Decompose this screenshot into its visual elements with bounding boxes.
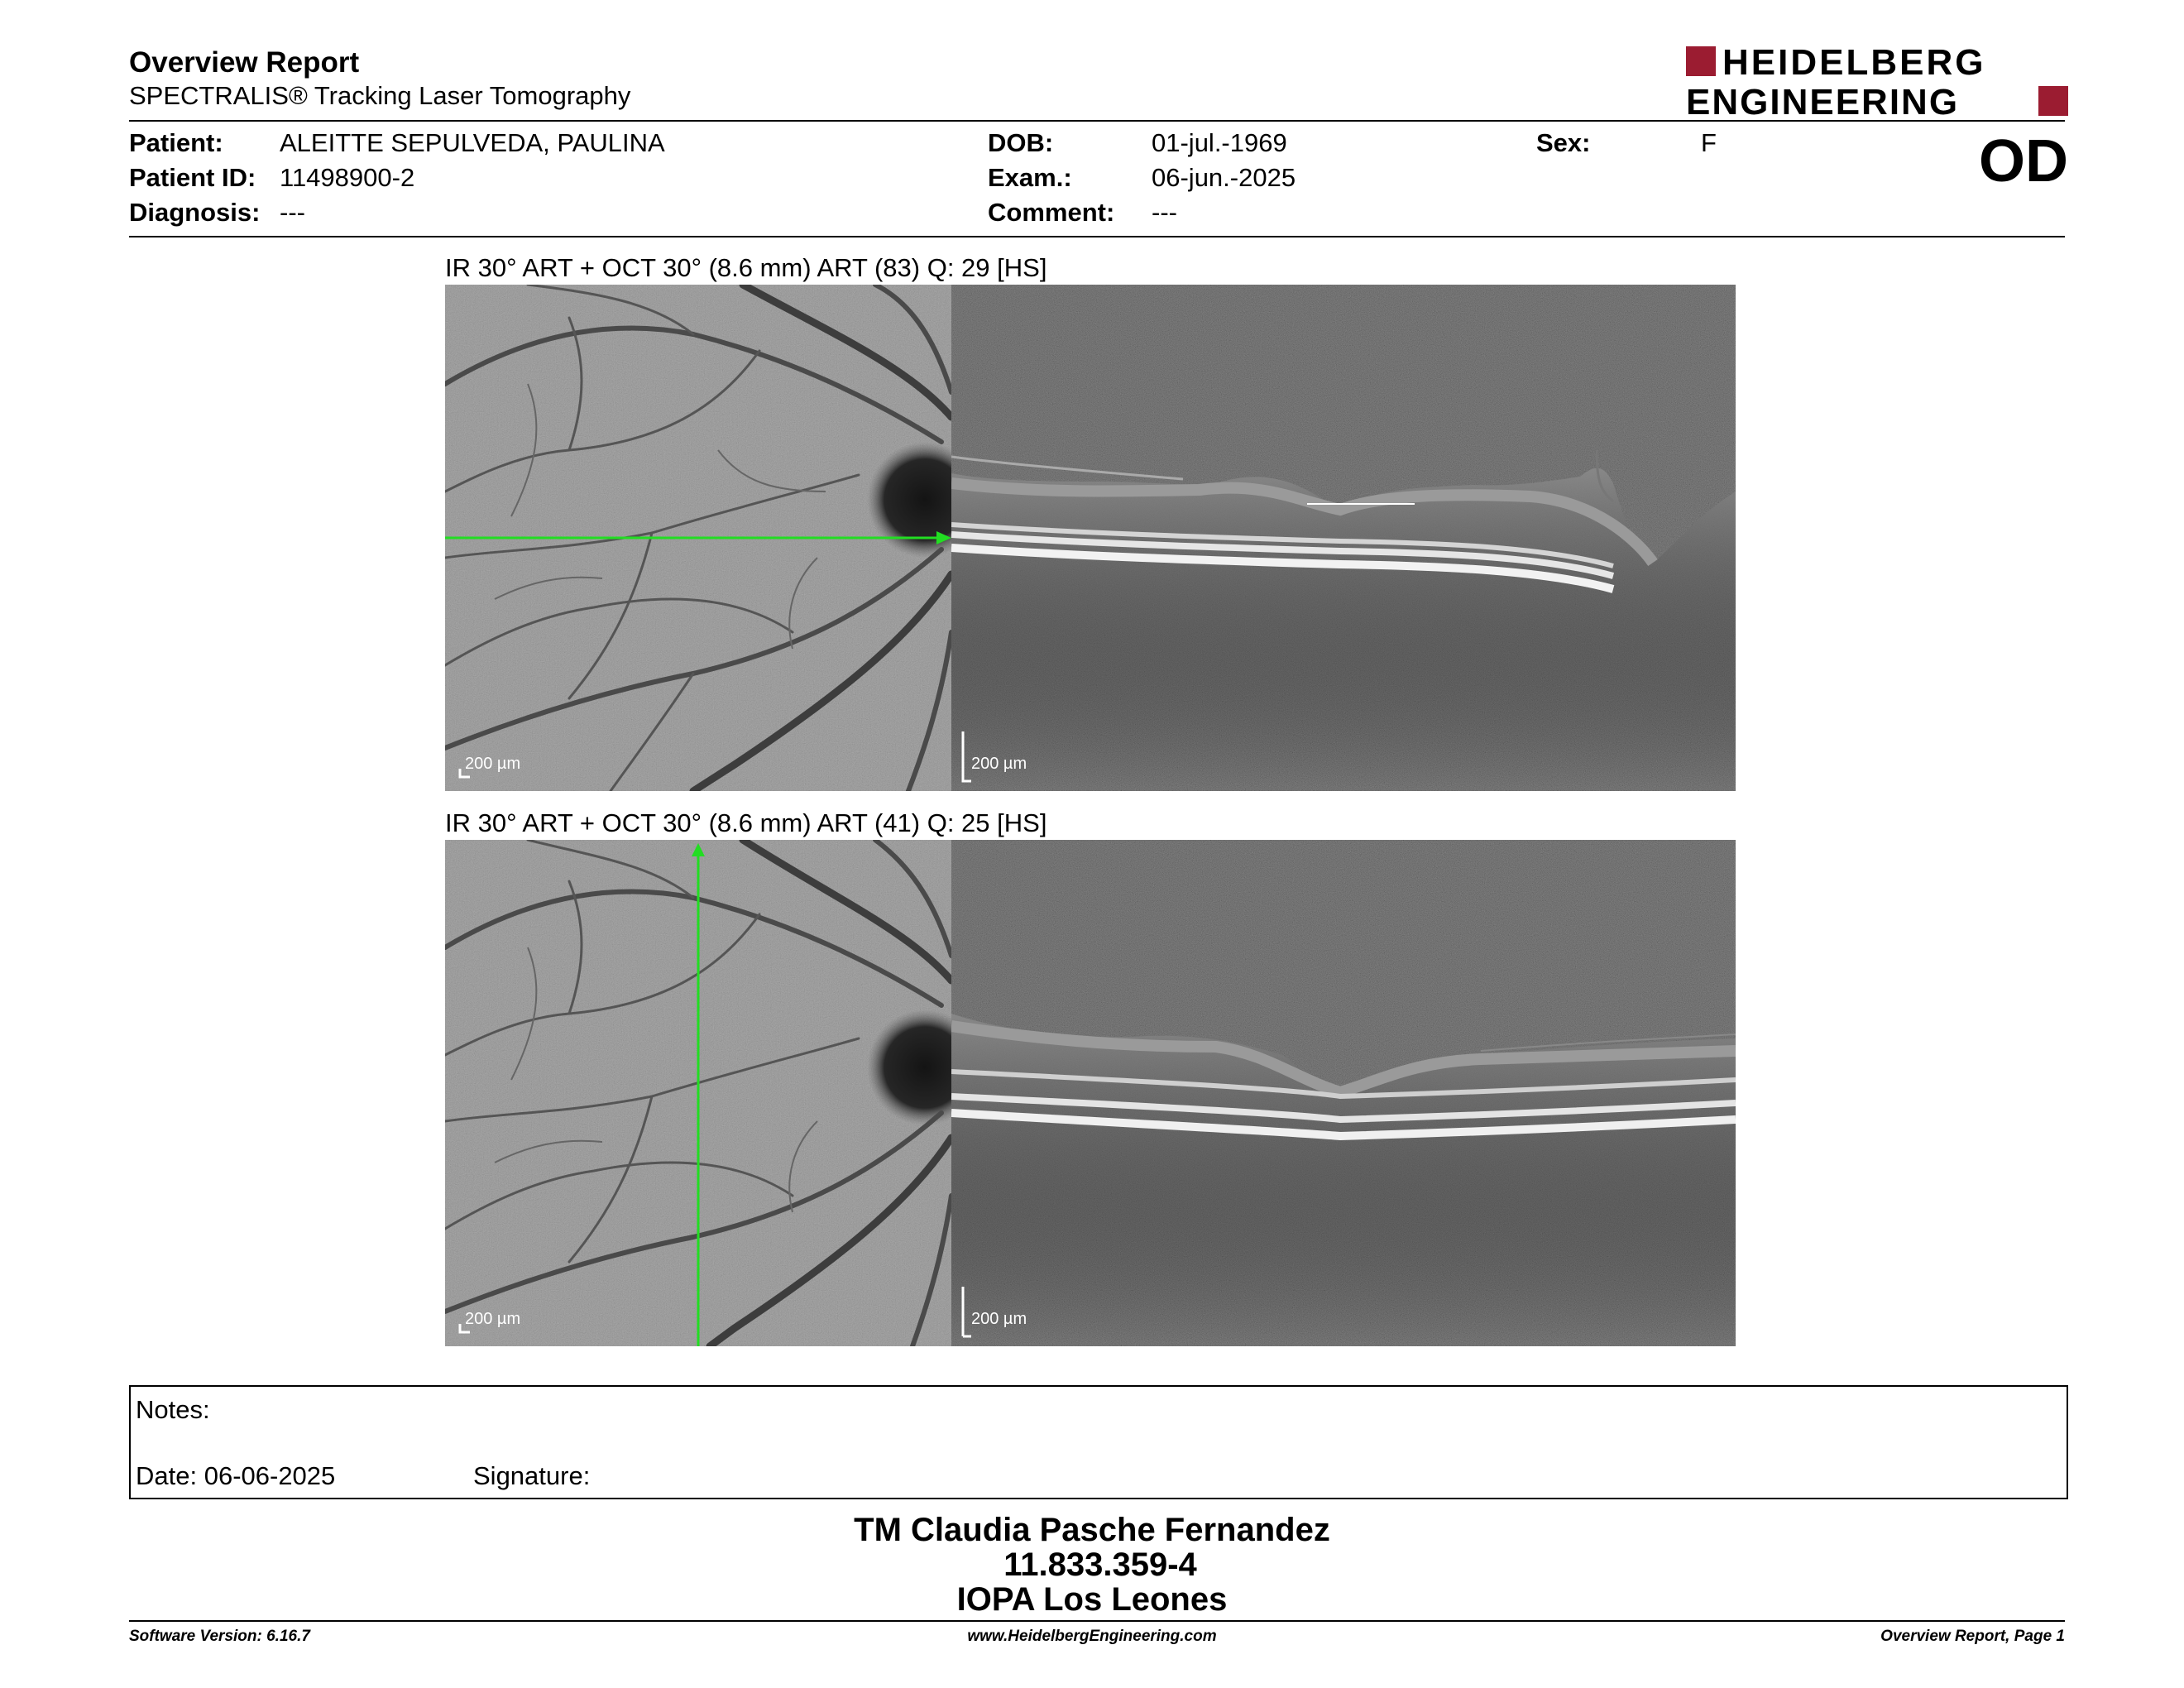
logo-line1: HEIDELBERG [1722, 43, 1986, 83]
scan1-ir-fundus-image[interactable] [445, 285, 951, 791]
website-link[interactable]: www.HeidelbergEngineering.com [967, 1628, 1217, 1645]
patient-id-label: Patient ID: [129, 163, 256, 192]
scan2-oct-drawing [951, 840, 1736, 1346]
scan2-ir-scale: 200 µm [465, 1310, 521, 1328]
stamp-id: 11.833.359-4 [1003, 1547, 1197, 1583]
page-indicator: Overview Report, Page 1 [1880, 1628, 2065, 1645]
logo-line2: ENGINEERING [1686, 82, 1960, 119]
notes-date: Date: 06-06-2025 [136, 1461, 336, 1490]
scan1-oct-bscan-image[interactable] [951, 285, 1736, 791]
report-title: Overview Report [129, 46, 360, 79]
patient-name: ALEITTE SEPULVEDA, PAULINA [280, 128, 665, 157]
diagnosis-label: Diagnosis: [129, 198, 261, 227]
software-version: Software Version: 6.16.7 [129, 1628, 310, 1645]
patient-divider [129, 236, 2065, 237]
stamp-name: TM Claudia Pasche Fernandez [854, 1512, 1330, 1548]
dob-label: DOB: [988, 128, 1054, 157]
heidelberg-logo [1686, 43, 2068, 119]
scan1-label: IR 30° ART + OCT 30° (8.6 mm) ART (83) Q: 29 [HS] [445, 253, 1047, 282]
exam-value: 06-jun.-2025 [1152, 163, 1296, 192]
scan2-ir-fundus-image[interactable] [445, 840, 951, 1346]
header-divider [129, 120, 2065, 122]
footer-divider [129, 1620, 2065, 1622]
comment-value: --- [1152, 198, 1177, 227]
eye-indicator: OD [1979, 128, 2068, 194]
scan1-fundus-drawing [445, 285, 951, 791]
scan1-ir-scale: 200 µm [465, 755, 521, 773]
stamp-place: IOPA Los Leones [956, 1581, 1228, 1618]
scan1-oct-drawing [951, 285, 1736, 791]
comment-label: Comment: [988, 198, 1115, 227]
signature-label: Signature: [473, 1461, 591, 1490]
notes-box [129, 1385, 2068, 1499]
diagnosis-value: --- [280, 198, 305, 227]
patient-id: 11498900-2 [280, 163, 415, 192]
scan2-oct-bscan-image[interactable] [951, 840, 1736, 1346]
patient-label: Patient: [129, 128, 223, 157]
notes-label: Notes: [136, 1395, 210, 1424]
scan2-label: IR 30° ART + OCT 30° (8.6 mm) ART (41) Q: 25 [HS] [445, 808, 1047, 837]
scan2-fundus-drawing [445, 840, 951, 1346]
report-subtitle: SPECTRALIS® Tracking Laser Tomography [129, 81, 631, 110]
dob-value: 01-jul.-1969 [1152, 128, 1287, 157]
scan2-oct-scale: 200 µm [971, 1310, 1027, 1328]
sex-label: Sex: [1536, 128, 1591, 157]
scan1-oct-scale: 200 µm [971, 755, 1027, 773]
sex-value: F [1701, 128, 1717, 157]
exam-label: Exam.: [988, 163, 1072, 192]
